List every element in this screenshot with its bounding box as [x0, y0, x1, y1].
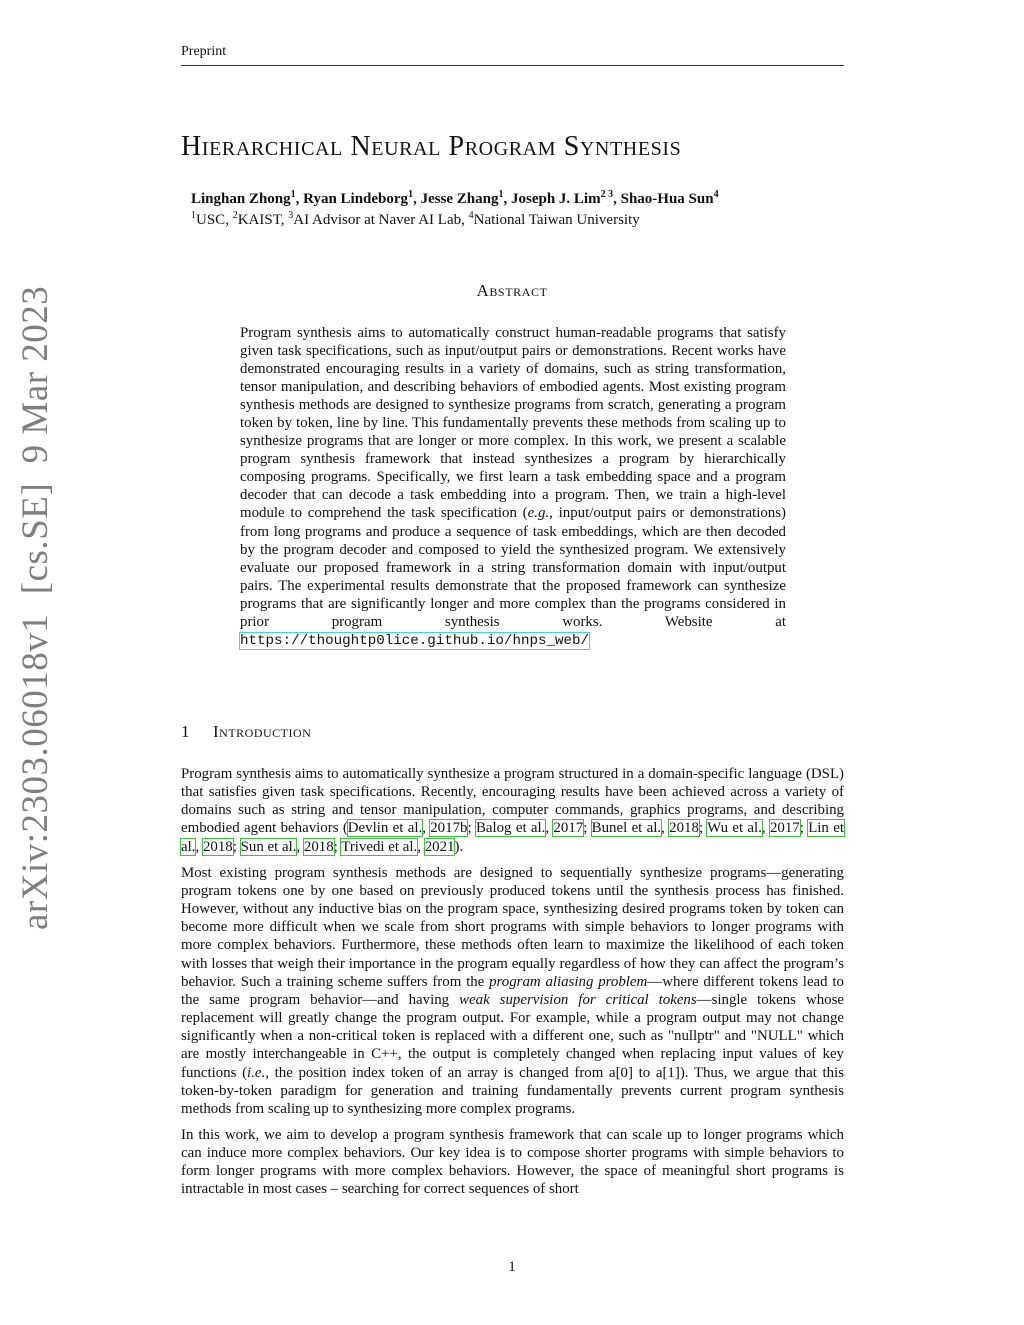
citation-year-link[interactable]: 2017b [430, 820, 468, 837]
emphasis: program aliasing problem [489, 973, 648, 990]
author-sup: 1 [408, 189, 414, 200]
paragraph [181, 864, 844, 1118]
running-header: Preprint [181, 44, 227, 59]
citation-year-link[interactable]: 2018 [202, 838, 233, 855]
section-heading-introduction [181, 722, 311, 742]
abstract-body [240, 324, 786, 650]
affil-sup: 4 [468, 210, 474, 221]
emphasis: weak supervision for critical tokens [459, 991, 697, 1008]
section-number: 1 [181, 722, 190, 741]
page-number: 1 [508, 1259, 516, 1275]
author-name: Ryan Lindeborg [303, 191, 409, 207]
paragraph: In this work, we aim to develop a program synthesis framework that can scale up to longer programs which can induce more complex behaviors. Our key idea is to compose shorter programs with simple behaviors to form longer programs with more complex behaviors. However, the space of meaningful short programs is intractable in most cases – searching for correct sequences of short [181, 1126, 844, 1198]
website-link[interactable]: https://thoughtp0lice.github.io/hnps_web/ [240, 632, 590, 649]
affil-sup: 2 [232, 210, 238, 221]
affiliation: AI Advisor at Naver AI Lab [293, 212, 462, 228]
header-rule [181, 65, 844, 66]
citation-link[interactable]: Devlin et al. [347, 820, 423, 837]
author-sup: 2 3 [600, 189, 614, 200]
abstract-text: Program synthesis aims to automatically construct human-readable programs that satisfy given task specifications, such as input/output pairs or demonstrations. Recent works have demonstrated encouraging results in a variety of domains, such as string transformation, tensor manipulation, and describing behaviors of embodied agents. Most existing program synthesis methods are designed to synthesize programs from scratch, generating a program token by token, line by line. This fundamentally prevents these methods from scaling up to synthesize programs that are longer or more complex. In this work, we present a scalable program synthesis framework that instead synthesizes a program by hierarchically composing programs. Specifically, we first learn a task embedding space and a program decoder that can decode a task embedding into a program. Then, we train a high-level module to comprehend the task specification ( [240, 325, 786, 522]
citation-year-link[interactable]: 2017 [769, 820, 800, 837]
affiliation: USC [196, 212, 226, 228]
author-sup: 1 [290, 189, 296, 200]
introduction-body [181, 765, 844, 1207]
affiliation: KAIST [237, 212, 281, 228]
affil-sup: 3 [288, 210, 294, 221]
author-list: Linghan Zhong$^1$, Ryan Lindeborg$^1$, Jesse Zhang$^1$, Joseph J. Lim$^{2 3}$, Shao-Hua Sun$^4$ [191, 189, 719, 207]
section-title: Introduction [213, 722, 312, 741]
paragraph-text: Program synthesis aims to automatically synthesize a program structured in a domain-specific language (DSL) that satisfies given task specifications. Recently, encouraging results have been achieved across a variety of domains such as string and tensor manipulation, computer commands, graphics programs, and describing embodied agent behaviors ( [181, 766, 844, 837]
author-name: Jesse Zhang [420, 191, 499, 207]
paragraph-text: ). [454, 838, 464, 855]
citation-year-link[interactable]: 2018 [669, 820, 699, 837]
emphasis: i.e. [247, 1064, 266, 1081]
paragraph-text: , the position index token of an array is changed from a[0] to a[1]). Thus, we argue that this token-by-token paradigm for generation and training fundamentally prevents current program synthesis methods from scaling up to synthesizing more complex programs. [181, 1064, 844, 1117]
author-name: Joseph J. Lim [511, 191, 601, 207]
citation-link[interactable]: Wu et al. [707, 820, 762, 837]
citation-link[interactable]: Lin et al. [181, 820, 844, 855]
paragraph: Program synthesis aims to automatically synthesize a program structured in a domain-specific language (DSL) that satisfies given task specifications. Recently, encouraging results have been achieved across a variety of domains such as string and tensor manipulation, computer commands, graphics programs, and describing embodied agent behaviors (Devlin et al., 2017b; Balog et al., 2017; Bunel et al., 2018; Wu et al., 2017; Lin et al., 2018; Sun et al., 2018; Trivedi et al., 2021). [181, 766, 844, 855]
citation-link[interactable]: Balog et al. [475, 820, 546, 837]
citation-year-link[interactable]: 2018 [303, 838, 334, 855]
abstract-eg: e.g. [527, 505, 550, 522]
author-name: Shao-Hua Sun [620, 191, 714, 207]
affiliation: National Taiwan University [473, 212, 640, 228]
paragraph-text: —single tokens whose replacement will greatly change the program output. For example, while a program output may not change significantly when a non-critical token is replaced with a different one, such as "nullptr" and "NULL" which are mostly interchangeable in C++, the output is completely changed when replacing input values of key functions ( [181, 991, 844, 1081]
paragraph-text: Most existing program synthesis methods are designed to sequentially synthesize programs—generating program tokens one by one based on previously produced tokens until the synthesis process has finished. However, without any inductive bias on the program space, synthesizing desired programs token by token can become more difficult when we scale from short programs with simple behaviors to longer programs with more complex behaviors. Furthermore, these methods often learn to maximize the likelihood of each token with losses that weigh their importance in the program equally regardless of how they can affect the program’s behavior. Such a training scheme suffers from the [181, 864, 844, 990]
abstract-heading: Abstract [476, 281, 548, 300]
author-sup: 1 [498, 189, 504, 200]
author-name: Linghan Zhong [191, 191, 291, 207]
citation-year-link[interactable]: 2021 [424, 838, 455, 855]
author-sup: 4 [713, 189, 719, 200]
citation-link[interactable]: Bunel et al. [591, 820, 662, 837]
affiliation-list: $^1$USC, $^2$KAIST, $^3$AI Advisor at Naver AI Lab, $^4$National Taiwan University [191, 210, 640, 228]
citation-link[interactable]: Trivedi et al. [341, 838, 418, 855]
arxiv-sidebar-stamp: arXiv:2303.06018v1 [cs.SE] 9 Mar 2023 [15, 285, 56, 930]
abstract-text: , input/output pairs or demonstrations) from long programs and produce a sequence of task embeddings, which are then decoded by the program decoder and composed to yield the synthesized program. We extensively evaluate our proposed framework in a string transformation domain with input/output pairs. The experimental results demonstrate that the proposed framework can synthesize programs that are significantly longer and more complex than the programs considered in prior program synthesis works. Website at [240, 505, 786, 630]
paper-title: Hierarchical Neural Program Synthesis [181, 131, 682, 162]
citation-year-link[interactable]: 2017 [553, 820, 584, 837]
citation-link[interactable]: Sun et al. [240, 838, 297, 855]
affil-sup: 1 [191, 210, 196, 221]
paragraph-text: —where different tokens lead to the same program behavior—and having [181, 973, 844, 1008]
